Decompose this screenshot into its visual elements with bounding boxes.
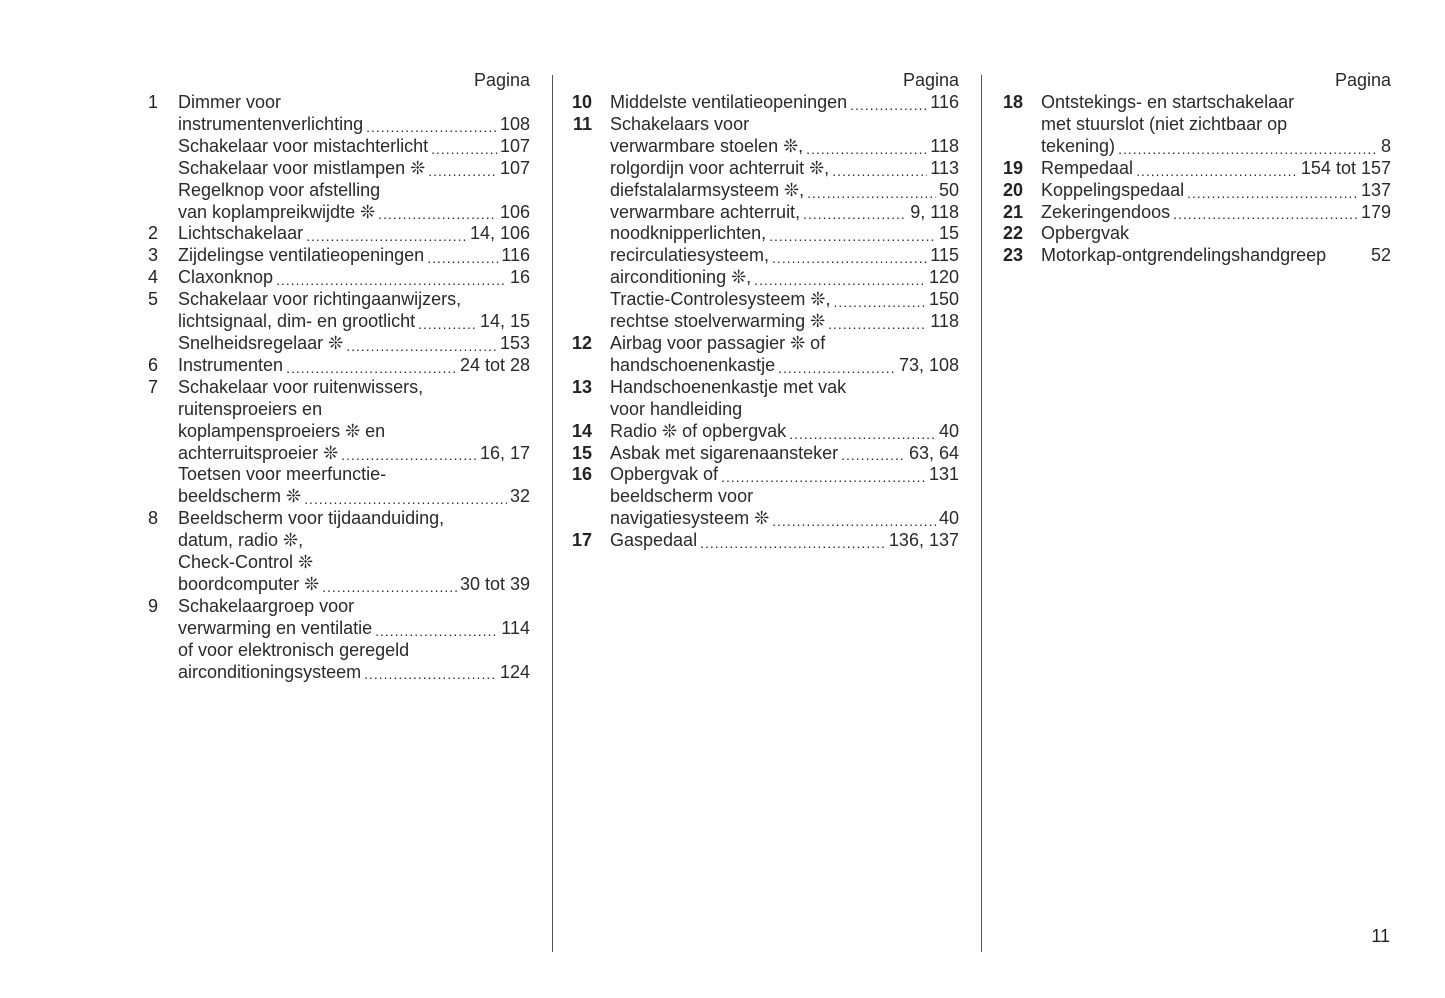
- index-entry: [562, 464, 959, 530]
- page-reference: 115: [930, 245, 959, 266]
- entry-line: [178, 223, 530, 245]
- page-reference: 179: [1360, 201, 1391, 222]
- entry-line: [178, 574, 530, 596]
- entry-lines: [178, 92, 530, 223]
- index-entry: [562, 114, 959, 333]
- page-reference: 50: [938, 179, 959, 200]
- entry-text: Instrumenten: [178, 354, 284, 375]
- entry-line: [178, 662, 530, 684]
- entry-number: 4: [147, 267, 158, 288]
- page-reference: 16, 17: [479, 442, 530, 463]
- entry-line: [178, 640, 530, 662]
- entry-text: Rempedaal: [1041, 157, 1134, 178]
- index-entry: [995, 180, 1391, 202]
- dot-leader: [322, 574, 457, 596]
- entry-number: 2: [147, 223, 158, 244]
- entry-text: Radio ❊ of opbergvak: [610, 420, 787, 441]
- index-entry: [562, 530, 959, 552]
- entry-line: [610, 267, 959, 289]
- index-column-1: [140, 70, 530, 683]
- page-reference: 9, 118: [910, 201, 959, 222]
- entry-text: Zekeringendoos: [1041, 201, 1171, 222]
- page-reference: 116: [930, 92, 959, 112]
- dot-leader: [700, 530, 886, 552]
- page-reference: 14, 106: [469, 223, 530, 244]
- entry-line: [178, 618, 530, 640]
- page-reference: 8: [1380, 135, 1391, 156]
- dot-leader: [431, 136, 497, 158]
- entry-line: [610, 486, 959, 508]
- entry-text: Asbak met sigarenaansteker: [610, 442, 839, 463]
- index-entry: [562, 333, 959, 377]
- entry-line: [1041, 180, 1391, 202]
- index-entry: [140, 355, 530, 377]
- page-reference: 116: [501, 245, 530, 266]
- entry-lines: [178, 596, 530, 684]
- dot-leader: [1187, 180, 1358, 202]
- pagina-header: Pagina: [473, 70, 530, 90]
- entry-line: [178, 180, 530, 202]
- dot-leader: [806, 136, 927, 158]
- dot-leader: [276, 267, 507, 289]
- entry-text: Claxonknop: [178, 267, 274, 288]
- entry-line: [178, 596, 530, 618]
- index-entry: [995, 92, 1391, 158]
- entry-lines: [610, 443, 959, 465]
- index-entry: [562, 421, 959, 443]
- entry-line: [178, 486, 530, 508]
- page-reference: 124: [499, 661, 530, 682]
- entry-line: [610, 508, 959, 530]
- dot-leader: [378, 202, 497, 224]
- entry-lines: [178, 245, 530, 267]
- dot-leader: [832, 158, 927, 180]
- index-entry: [562, 377, 959, 421]
- entry-text: Beeldscherm voor tijdaanduiding,: [178, 508, 445, 529]
- entry-text: airconditioning ❊,: [610, 267, 752, 288]
- page-reference: 30 tot 39: [459, 573, 530, 594]
- dot-leader: [346, 333, 497, 355]
- entry-text: Lichtschakelaar: [178, 223, 304, 244]
- page-reference: 15: [938, 223, 959, 244]
- index-column-2: [562, 70, 959, 552]
- entry-line: [610, 421, 959, 443]
- index-entry: [995, 158, 1391, 180]
- entry-line: [610, 333, 959, 355]
- entry-line: [178, 136, 530, 158]
- entry-line: [178, 311, 530, 333]
- dot-leader: [807, 180, 936, 202]
- entry-line: [178, 421, 530, 443]
- page-reference: 118: [930, 135, 959, 156]
- entry-text: Schakelaars voor: [610, 113, 750, 134]
- index-column-3: [995, 70, 1391, 267]
- entry-number: 7: [147, 376, 158, 397]
- entry-lines: [178, 355, 530, 377]
- entry-line: [178, 202, 530, 224]
- entry-line: [178, 158, 530, 180]
- page-reference: 131: [928, 464, 959, 485]
- entry-text: Gaspedaal: [610, 530, 698, 551]
- entry-text: Toetsen voor meerfunctie-: [178, 464, 387, 485]
- index-entry: [140, 377, 530, 508]
- entry-line: [610, 443, 959, 465]
- entry-number: 9: [147, 595, 158, 616]
- dot-leader: [789, 421, 936, 443]
- entry-text: recirculatiesysteem,: [610, 245, 770, 266]
- entry-number: 18: [1002, 92, 1023, 112]
- entry-number: 20: [1002, 179, 1023, 200]
- entry-number: 11: [572, 113, 592, 134]
- page-reference: 114: [501, 617, 530, 638]
- entry-number: 16: [571, 464, 592, 485]
- entry-list: [995, 92, 1391, 267]
- entry-line: [178, 552, 530, 574]
- entry-number: 17: [571, 530, 592, 551]
- entry-line: [178, 530, 530, 552]
- page-reference: 16: [509, 267, 530, 288]
- entry-text: Schakelaar voor richtingaanwijzers,: [178, 289, 462, 310]
- column-divider: [981, 75, 982, 952]
- page-reference: 150: [928, 289, 959, 310]
- entry-lines: [1041, 202, 1391, 224]
- entry-number: 10: [571, 92, 592, 112]
- entry-line: [610, 180, 959, 202]
- entry-line: [178, 377, 530, 399]
- entry-number: 19: [1002, 157, 1023, 178]
- dot-leader: [1136, 158, 1298, 180]
- page-reference: 73, 108: [898, 354, 959, 375]
- entry-text: ruitensproeiers en: [178, 398, 323, 419]
- entry-text: met stuurslot (niet zichtbaar op: [1041, 113, 1288, 134]
- page-reference: 106: [499, 201, 530, 222]
- entry-lines: [610, 377, 959, 421]
- dot-leader: [375, 618, 498, 640]
- index-entry: [562, 92, 959, 114]
- dot-leader: [841, 443, 906, 465]
- page-reference: 24 tot 28: [459, 354, 530, 375]
- entry-text: Airbag voor passagier ❊ of: [610, 332, 826, 353]
- entry-list: [140, 92, 530, 683]
- entry-lines: [178, 289, 530, 355]
- entry-line: [610, 136, 959, 158]
- entry-lines: [610, 92, 959, 114]
- dot-leader: [828, 311, 927, 333]
- entry-line: [610, 92, 959, 114]
- entry-list: [562, 92, 959, 552]
- entry-lines: [178, 377, 530, 508]
- entry-text: Handschoenenkastje met vak: [610, 376, 847, 397]
- page-reference: 136, 137: [888, 530, 959, 551]
- page-reference: 154 tot 157: [1300, 157, 1391, 178]
- entry-lines: [1041, 245, 1391, 267]
- dot-leader: [850, 92, 927, 114]
- dot-leader: [427, 245, 498, 267]
- page-reference: 40: [938, 508, 959, 529]
- dot-leader: [833, 289, 925, 311]
- entry-line: [610, 202, 959, 224]
- entry-text: Dimmer voor: [178, 92, 282, 112]
- index-entry: [995, 223, 1391, 245]
- entry-text: handschoenenkastje: [610, 354, 776, 375]
- entry-number: 14: [571, 420, 592, 441]
- page-reference: 113: [930, 157, 959, 178]
- entry-number: 1: [147, 92, 158, 112]
- entry-lines: [1041, 158, 1391, 180]
- column-divider: [552, 75, 553, 952]
- entry-line: [610, 311, 959, 333]
- index-entry: [140, 245, 530, 267]
- entry-line: [178, 508, 530, 530]
- dot-leader: [754, 267, 926, 289]
- dot-leader: [286, 355, 457, 377]
- entry-text: boordcomputer ❊: [178, 573, 320, 594]
- pagina-header: Pagina: [1334, 70, 1391, 90]
- entry-line: [1041, 136, 1391, 158]
- entry-line: [178, 464, 530, 486]
- dot-leader: [1173, 202, 1358, 224]
- page-reference: 137: [1360, 179, 1391, 200]
- entry-text: datum, radio ❊,: [178, 530, 304, 551]
- entry-text: lichtsignaal, dim- en grootlicht: [178, 311, 416, 332]
- dot-leader: [772, 245, 927, 267]
- entry-line: [610, 355, 959, 377]
- page-reference: 118: [930, 311, 959, 332]
- entry-lines: [610, 333, 959, 377]
- entry-text: beeldscherm ❊: [178, 486, 302, 507]
- entry-number: 23: [1002, 245, 1023, 266]
- dot-leader: [364, 662, 497, 684]
- page-reference: 153: [499, 332, 530, 353]
- entry-number: 21: [1002, 201, 1023, 222]
- entry-lines: [610, 114, 959, 333]
- entry-number: 8: [147, 508, 158, 529]
- entry-line: [178, 114, 530, 136]
- entry-line: [178, 289, 530, 311]
- entry-line: [178, 355, 530, 377]
- entry-text: Middelste ventilatieopeningen: [610, 92, 848, 112]
- dot-leader: [778, 355, 896, 377]
- dot-leader: [306, 223, 467, 245]
- pagina-header: Pagina: [902, 70, 959, 90]
- entry-text: verwarming en ventilatie: [178, 617, 373, 638]
- entry-lines: [1041, 180, 1391, 202]
- entry-text: beeldscherm voor: [610, 486, 754, 507]
- index-entry: [140, 289, 530, 355]
- entry-line: [178, 245, 530, 267]
- entry-line: [610, 464, 959, 486]
- entry-text: instrumentenverlichting: [178, 113, 364, 134]
- index-entry: [140, 508, 530, 596]
- entry-line: [610, 158, 959, 180]
- dot-leader: [341, 443, 477, 465]
- entry-lines: [178, 267, 530, 289]
- entry-text: Snelheidsregelaar ❊: [178, 332, 344, 353]
- entry-text: Regelknop voor afstelling: [178, 179, 381, 200]
- page-reference: 107: [499, 135, 530, 156]
- entry-text: noodknipperlichten,: [610, 223, 767, 244]
- dot-leader: [428, 158, 497, 180]
- entry-line: [610, 530, 959, 552]
- entry-text: verwarmbare stoelen ❊,: [610, 135, 804, 156]
- index-entry: [140, 267, 530, 289]
- entry-lines: [178, 508, 530, 596]
- entry-number: 3: [147, 245, 158, 266]
- page-reference: 52: [1370, 245, 1391, 266]
- entry-line: [1041, 245, 1391, 267]
- page-number: 11: [1371, 926, 1390, 946]
- dot-leader: [721, 464, 926, 486]
- entry-line: [1041, 223, 1391, 245]
- entry-line: [610, 399, 959, 421]
- entry-lines: [178, 223, 530, 245]
- entry-lines: [1041, 223, 1391, 245]
- dot-leader: [769, 223, 936, 245]
- dot-leader: [366, 114, 497, 136]
- page-reference: 14, 15: [479, 311, 530, 332]
- entry-number: 13: [571, 376, 592, 397]
- dot-leader: [772, 508, 936, 530]
- entry-text: Schakelaargroep voor: [178, 595, 355, 616]
- entry-line: [178, 333, 530, 355]
- dot-leader: [304, 486, 507, 508]
- entry-text: verwarmbare achterruit,: [610, 201, 801, 222]
- entry-line: [610, 114, 959, 136]
- dot-leader: [803, 202, 907, 224]
- entry-line: [1041, 114, 1391, 136]
- entry-text: rechtse stoelverwarming ❊: [610, 311, 826, 332]
- index-entry: [995, 202, 1391, 224]
- index-entry: [140, 223, 530, 245]
- page-reference: 108: [499, 113, 530, 134]
- index-entry: [562, 443, 959, 465]
- index-entry: [140, 92, 530, 223]
- entry-text: Schakelaar voor mistachterlicht: [178, 135, 429, 156]
- entry-line: [1041, 202, 1391, 224]
- entry-line: [178, 92, 530, 114]
- entry-number: 15: [571, 442, 592, 463]
- entry-line: [610, 289, 959, 311]
- entry-text: Schakelaar voor mistlampen ❊: [178, 157, 426, 178]
- entry-line: [178, 267, 530, 289]
- entry-text: Schakelaar voor ruitenwissers,: [178, 376, 424, 397]
- entry-line: [610, 377, 959, 399]
- entry-line: [178, 443, 530, 465]
- page-reference: 107: [499, 157, 530, 178]
- page-reference: 40: [938, 420, 959, 441]
- entry-text: achterruitsproeier ❊: [178, 442, 339, 463]
- entry-text: of voor elektronisch geregeld: [178, 639, 410, 660]
- entry-text: Opbergvak of: [610, 464, 719, 485]
- dot-leader: [1118, 136, 1378, 158]
- entry-text: Ontstekings- en startschakelaar: [1041, 92, 1295, 112]
- entry-text: Check-Control ❊: [178, 552, 314, 573]
- index-entry: [995, 245, 1391, 267]
- entry-text: rolgordijn voor achterruit ❊,: [610, 157, 830, 178]
- entry-text: voor handleiding: [610, 398, 743, 419]
- entry-lines: [610, 530, 959, 552]
- entry-lines: [610, 421, 959, 443]
- entry-line: [178, 399, 530, 421]
- entry-number: 5: [147, 289, 158, 310]
- entry-text: Koppelingspedaal: [1041, 179, 1185, 200]
- entry-number: 22: [1002, 223, 1023, 244]
- entry-lines: [610, 464, 959, 530]
- dot-leader: [418, 311, 477, 333]
- entry-text: Opbergvak: [1041, 223, 1130, 244]
- entry-number: 12: [571, 332, 592, 353]
- entry-text: Zijdelingse ventilatieopeningen: [178, 245, 425, 266]
- entry-text: van koplampreikwijdte ❊: [178, 201, 376, 222]
- entry-line: [610, 245, 959, 267]
- entry-line: [1041, 158, 1391, 180]
- entry-lines: [1041, 92, 1391, 158]
- entry-line: [1041, 92, 1391, 114]
- entry-text: diefstalalarmsysteem ❊,: [610, 179, 805, 200]
- page-reference: 120: [928, 267, 959, 288]
- entry-text: tekening): [1041, 135, 1116, 156]
- entry-text: koplampensproeiers ❊ en: [178, 420, 386, 441]
- page-reference: 63, 64: [908, 442, 959, 463]
- entry-text: Motorkap-ontgrendelingshandgreep: [1041, 245, 1327, 266]
- entry-text: airconditioningsysteem: [178, 661, 362, 682]
- page-reference: 32: [509, 486, 530, 507]
- entry-text: navigatiesysteem ❊: [610, 508, 770, 529]
- entry-line: [610, 223, 959, 245]
- index-entry: [140, 596, 530, 684]
- entry-number: 6: [147, 354, 158, 375]
- entry-text: Tractie-Controlesysteem ❊,: [610, 289, 831, 310]
